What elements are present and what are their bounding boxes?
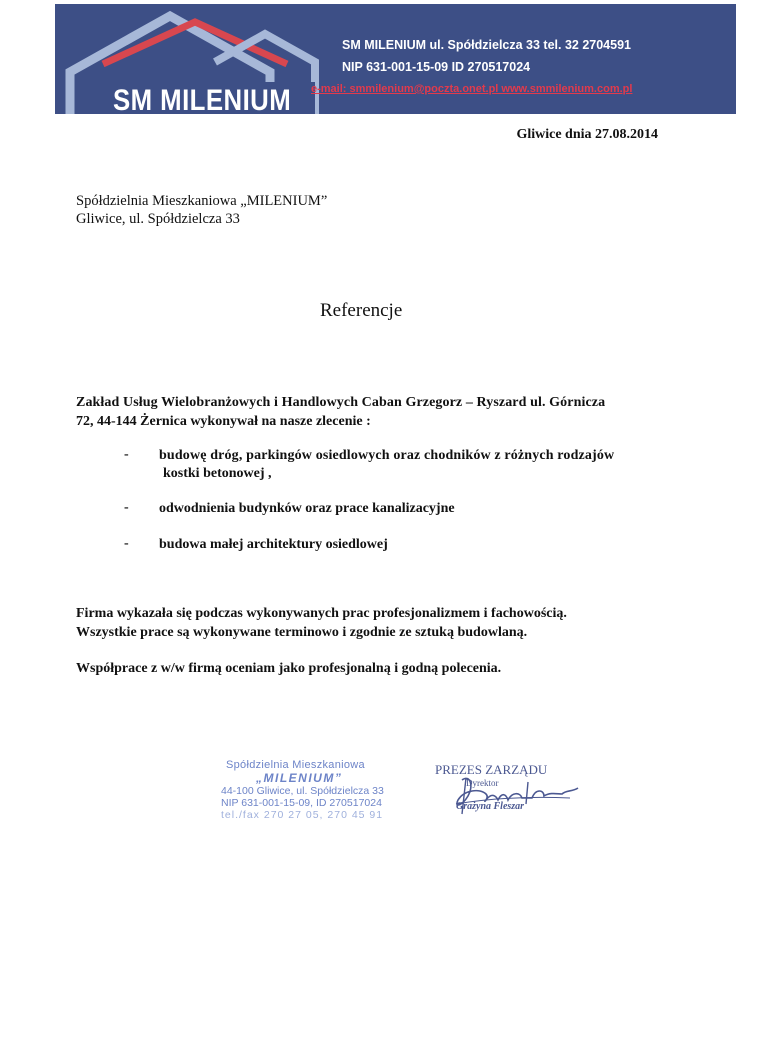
closing-line: Firma wykazała się podczas wykonywanych prac profesjonalizmem i fachowością. [76, 606, 567, 621]
signatory-role: Dyrektor [466, 778, 499, 788]
addressee-name: Spółdzielnia Mieszkaniowa „MILENIUM” [76, 193, 328, 209]
intro-line: Zakład Usług Wielobranżowych i Handlowych Caban Grzegorz – Ryszard ul. Górnicza [76, 395, 606, 410]
list-bullet: - [124, 536, 129, 551]
header-contact-link[interactable]: e-mail: smmilenium@poczta.onet.pl www.smmilenium.com.pl [311, 83, 633, 95]
list-item: budowę dróg, parkingów osiedlowych oraz chodników z różnych rodzajów [159, 448, 615, 463]
signatory-title: PREZES ZARZĄDU [435, 762, 548, 777]
list-item: odwodnienia budynków oraz prace kanalizacyjne [159, 501, 455, 516]
stamp-line: „MILENIUM” [256, 771, 343, 785]
stamp-line: tel./fax 270 27 05, 270 45 91 [221, 809, 384, 821]
list-bullet: - [124, 447, 129, 462]
intro-line: 72, 44-144 Żernica wykonywał na nasze zlecenie : [76, 414, 371, 429]
recommendation-line: Współprace z w/w firmą oceniam jako profesjonalną i godną polecenia. [76, 661, 502, 676]
letterhead-banner [55, 4, 736, 117]
document-date: Gliwice dnia 27.08.2014 [516, 127, 658, 142]
list-item-continuation: kostki betonowej , [163, 466, 272, 481]
header-nip: NIP 631-001-15-09 ID 270517024 [342, 60, 531, 74]
addressee-street: Gliwice, ul. Spółdzielcza 33 [76, 211, 240, 227]
logo-text: SM MILENIUM [113, 84, 292, 117]
document-title: Referencje [320, 300, 403, 321]
list-item: budowa małej architektury osiedlowej [159, 537, 388, 552]
header-address: SM MILENIUM ul. Spółdzielcza 33 tel. 32 2704591 [342, 38, 631, 52]
closing-line: Wszystkie prace są wykonywane terminowo i zgodnie ze sztuką budowlaną. [76, 625, 528, 640]
stamp-line: NIP 631-001-15-09, ID 270517024 [221, 797, 382, 809]
signatory-name: Grażyna Fleszar [456, 801, 525, 812]
stamp-line: Spółdzielnia Mieszkaniowa [226, 759, 365, 771]
stamp-line: 44-100 Gliwice, ul. Spółdzielcza 33 [221, 785, 384, 797]
handwritten-signature-icon [440, 770, 590, 820]
list-bullet: - [124, 500, 129, 515]
